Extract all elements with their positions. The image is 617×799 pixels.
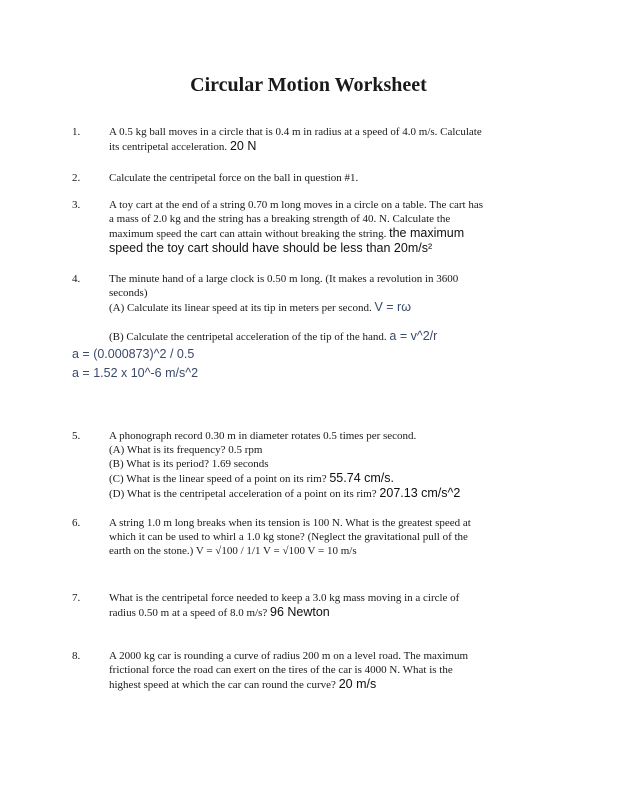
- answer: the maximum: [389, 226, 465, 240]
- question-text: seconds): [109, 287, 148, 299]
- question-text: radius 0.50 m at a speed of 8.0 m/s?: [109, 607, 268, 619]
- question-text: a mass of 2.0 kg and the string has a breaking strength of 40. N. Calculate the: [109, 213, 451, 225]
- sub-question-text: (C) What is the linear speed of a point on its rim?: [109, 473, 327, 485]
- question-number: 3.: [72, 199, 81, 211]
- question-number: 7.: [72, 592, 81, 604]
- answer: 207.13 cm/s^2: [379, 486, 461, 500]
- answer: a = v^2/r: [389, 329, 438, 343]
- question-text: What is the centripetal force needed to keep a 3.0 kg mass moving in a circle of: [109, 592, 460, 604]
- sub-question-b: (B) What is its period? 1.69 seconds: [109, 458, 269, 470]
- sub-question-a: [109, 300, 549, 315]
- question-number: 8.: [72, 650, 81, 662]
- work-line: a = 1.52 x 10^-6 m/s^2: [72, 366, 199, 380]
- question-text: maximum speed the cart can attain without breaking the string.: [109, 228, 387, 240]
- question-text-line: [109, 139, 549, 154]
- answer: 96 Newton: [270, 605, 330, 619]
- answer: speed the toy cart should have should be less than 20m/s²: [109, 241, 433, 255]
- question-text: highest speed at which the car can round the curve?: [109, 679, 336, 691]
- sub-question-c: [109, 471, 549, 486]
- question-text: A 0.5 kg ball moves in a circle that is 0.4 m in radius at a speed of 4.0 m/s. Calculate: [109, 126, 482, 138]
- question-number: 6.: [72, 517, 81, 529]
- question-text: frictional force the road can exert on the tires of the car is 4000 N. What is the: [109, 664, 453, 676]
- work-line: a = (0.000873)^2 / 0.5: [72, 347, 195, 361]
- question-text: A string 1.0 m long breaks when its tension is 100 N. What is the greatest speed at: [109, 517, 471, 529]
- question-text: which it can be used to whirl a 1.0 kg stone? (Neglect the gravitational pull of the: [109, 531, 468, 543]
- answer: 55.74 cm/s.: [329, 471, 394, 485]
- question-text: A phonograph record 0.30 m in diameter rotates 0.5 times per second.: [109, 430, 417, 442]
- question-number: 1.: [72, 126, 81, 138]
- answer: 20 N: [229, 139, 257, 153]
- question-number: 4.: [72, 273, 81, 285]
- sub-question-d: [109, 486, 549, 501]
- question-text: The minute hand of a large clock is 0.50 m long. (It makes a revolution in 3600: [109, 273, 459, 285]
- question-number: 5.: [72, 430, 81, 442]
- sub-question-b: [109, 329, 549, 344]
- question-number: 2.: [72, 172, 81, 184]
- question-text-line: [109, 605, 549, 620]
- page-title: Circular Motion Worksheet: [190, 74, 427, 96]
- question-text: A 2000 kg car is rounding a curve of radius 200 m on a level road. The maximum: [109, 650, 469, 662]
- question-text-line: [109, 226, 549, 241]
- answer: V = rω: [374, 300, 411, 314]
- question-text: its centripetal acceleration.: [109, 141, 228, 153]
- question-text: earth on the stone.) V = √100 / 1/1 V = √100 V = 10 m/s: [109, 545, 357, 557]
- sub-question-a: (A) What is its frequency? 0.5 rpm: [109, 444, 263, 456]
- sub-question-text: (A) Calculate its linear speed at its tip in meters per second.: [109, 302, 372, 314]
- question-text: A toy cart at the end of a string 0.70 m long moves in a circle on a table. The cart has: [109, 199, 483, 211]
- sub-question-text: (D) What is the centripetal acceleration of a point on its rim?: [109, 488, 377, 500]
- sub-question-text: (B) Calculate the centripetal acceleration of the tip of the hand.: [109, 331, 387, 343]
- answer: 20 m/s: [338, 677, 377, 691]
- question-text: Calculate the centripetal force on the ball in question #1.: [109, 172, 359, 184]
- question-text-line: [109, 677, 549, 692]
